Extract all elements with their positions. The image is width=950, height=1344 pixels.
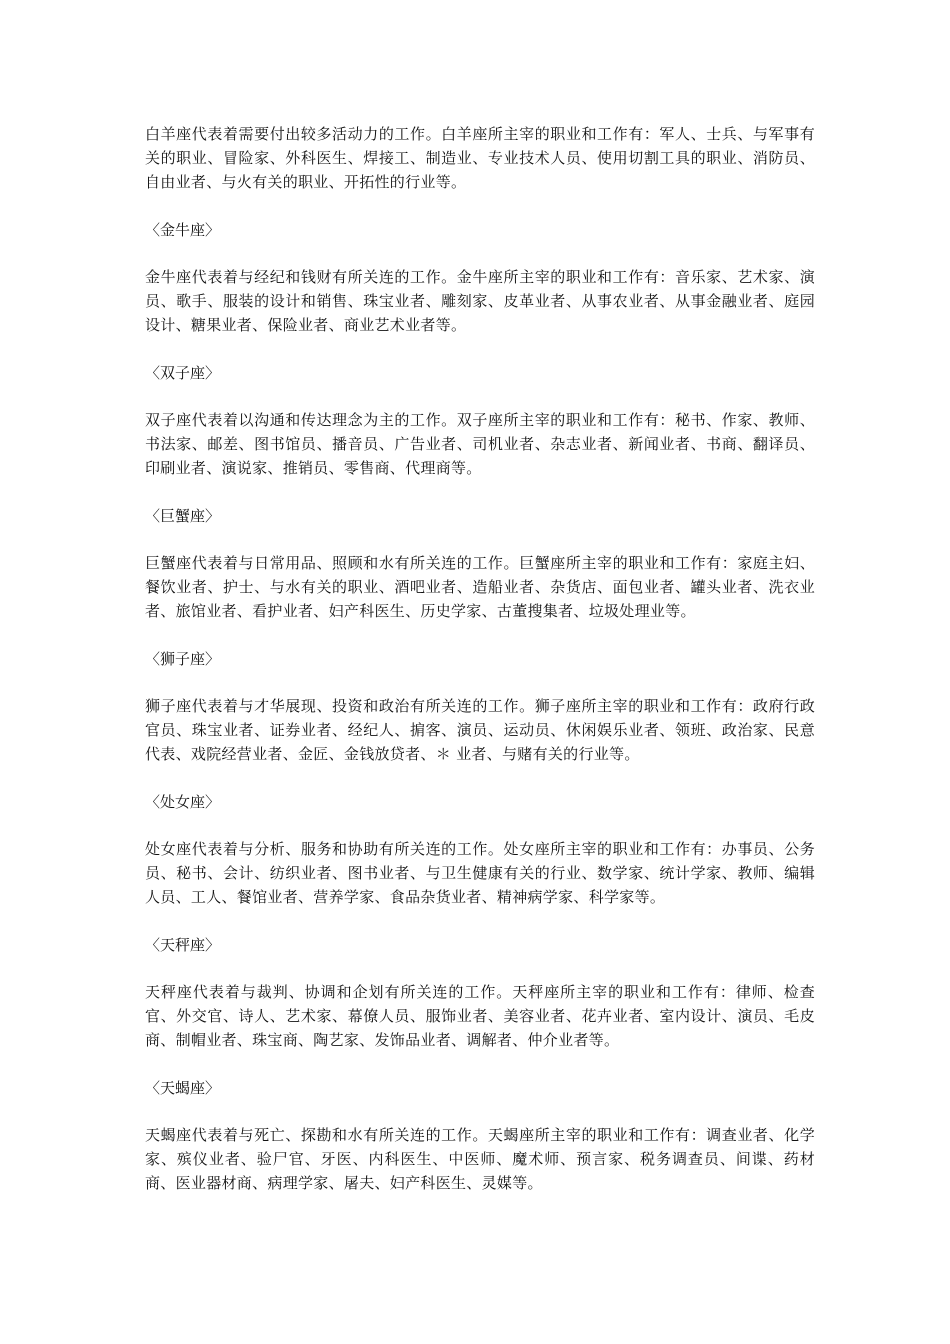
paragraph-leo: 狮子座代表着与才华展现、投资和政治有所关连的工作。狮子座所主宰的职业和工作有：政府行政官员、珠宝业者、证券业者、经纪人、掮客、演员、运动员、休闲娱乐业者、领班、政治家、民意代表、戏院经营业者、金匠、金钱放贷者、＊ 业者、与赌有关的行业等。 <box>145 697 815 763</box>
paragraph-libra: 天秤座代表着与裁判、协调和企划有所关连的工作。天秤座所主宰的职业和工作有：律师、检查官、外交官、诗人、艺术家、幕僚人员、服饰业者、美容业者、花卉业者、室内设计、演员、毛皮商、制帽业者、珠宝商、陶艺家、发饰品业者、调解者、仲介业者等。 <box>145 983 815 1049</box>
paragraph-aries: 白羊座代表着需要付出较多活动力的工作。白羊座所主宰的职业和工作有：军人、士兵、与军事有关的职业、冒险家、外科医生、焊接工、制造业、专业技术人员、使用切割工具的职业、消防员、自由业者、与火有关的职业、开拓性的行业等。 <box>145 125 815 191</box>
heading-gemini: 〈双子座〉 <box>145 364 221 382</box>
heading-cancer: 〈巨蟹座〉 <box>145 507 221 525</box>
heading-libra: 〈天秤座〉 <box>145 936 221 954</box>
heading-virgo: 〈处女座〉 <box>145 793 221 811</box>
paragraph-virgo: 处女座代表着与分析、服务和协助有所关连的工作。处女座所主宰的职业和工作有：办事员、公务员、秘书、会计、纺织业者、图书业者、与卫生健康有关的行业、数学家、统计学家、教师、编辑人员、工人、餐馆业者、营养学家、食品杂货业者、精神病学家、科学家等。 <box>145 840 815 906</box>
heading-leo: 〈狮子座〉 <box>145 650 221 668</box>
document-body <box>145 122 815 1195</box>
paragraph-taurus: 金牛座代表着与经纪和钱财有所关连的工作。金牛座所主宰的职业和工作有：音乐家、艺术家、演员、歌手、服装的设计和销售、珠宝业者、雕刻家、皮革业者、从事农业者、从事金融业者、庭园设计、糖果业者、保险业者、商业艺术业者等。 <box>145 268 815 334</box>
paragraph-gemini: 双子座代表着以沟通和传达理念为主的工作。双子座所主宰的职业和工作有：秘书、作家、教师、书法家、邮差、图书馆员、播音员、广告业者、司机业者、杂志业者、新闻业者、书商、翻译员、印刷业者、演说家、推销员、零售商、代理商等。 <box>145 411 815 477</box>
heading-taurus: 〈金牛座〉 <box>145 221 221 239</box>
paragraph-cancer: 巨蟹座代表着与日常用品、照顾和水有所关连的工作。巨蟹座所主宰的职业和工作有：家庭主妇、餐饮业者、护士、与水有关的职业、酒吧业者、造船业者、杂货店、面包业者、罐头业者、洗衣业者、旅馆业者、看护业者、妇产科医生、历史学家、古董搜集者、垃圾处理业等。 <box>145 554 815 620</box>
paragraph-scorpio: 天蝎座代表着与死亡、探勘和水有所关连的工作。天蝎座所主宰的职业和工作有：调查业者、化学家、殡仪业者、验尸官、牙医、内科医生、中医师、魔术师、预言家、税务调查员、间谍、药材商、医业器材商、病理学家、屠夫、妇产科医生、灵媒等。 <box>145 1126 815 1192</box>
heading-scorpio: 〈天蝎座〉 <box>145 1079 221 1097</box>
